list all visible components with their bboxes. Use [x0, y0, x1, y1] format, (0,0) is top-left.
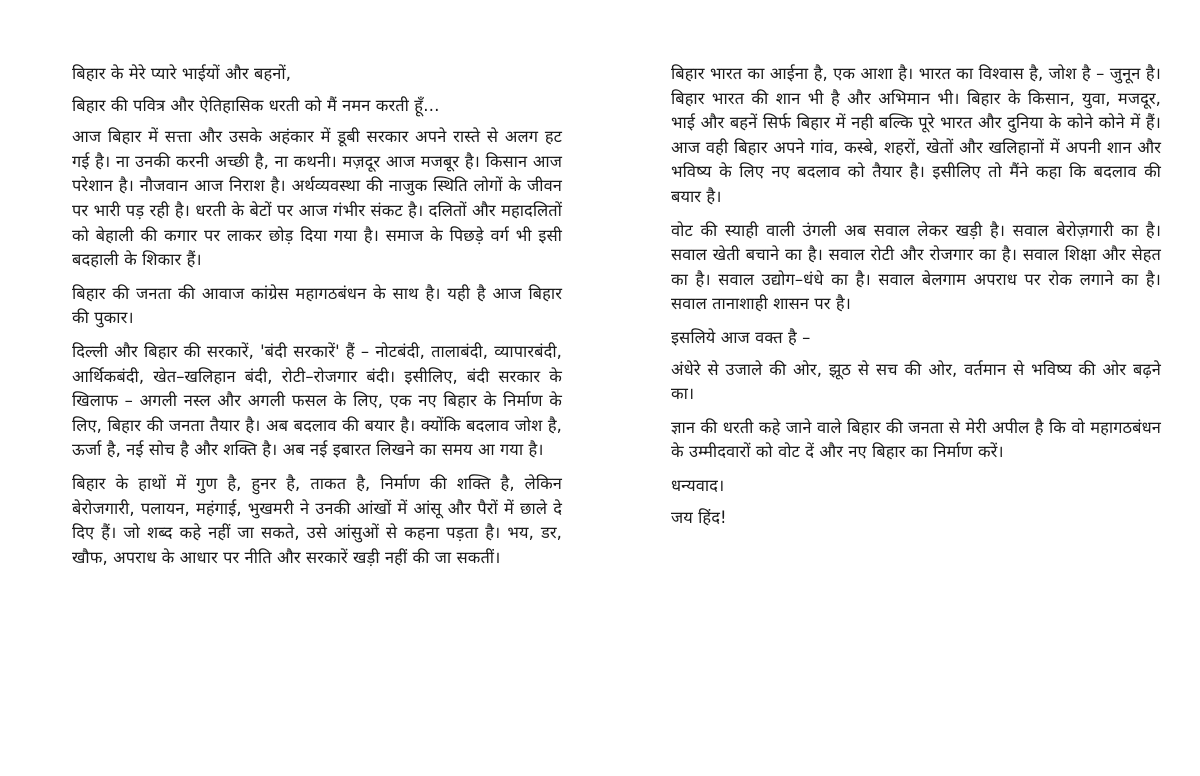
- right-column: [671, 62, 1161, 537]
- paragraph-government-critique: आज बिहार में सत्ता और उसके अहंकार में डूबी सरकार अपने रास्ते से अलग हट गई है। ना उनकी करनी अच्छी है, ना कथनी। मज़दूर आज मजबूर है। किसान आज परेशान है। नौजवान आज निराश है। अर्थव्यवस्था की नाजुक स्थिति लोगों के जीवन पर भारी पड़ रही है। धरती के बेटों पर आज गंभीर संकट है। दलितों और महादलितों को बेहाली की कगार पर लाकर छोड़ दिया गया है। समाज के पिछड़े वर्ग भी इसी बदहाली के शिकार हैं।: [72, 127, 562, 270]
- left-column: [72, 62, 562, 579]
- paragraph-bandi-sarkar: दिल्ली और बिहार की सरकारें, 'बंदी सरकारें' हैं – नोटबंदी, तालाबंदी, व्यापारबंदी, आर्थिकबंदी, खेत–खलिहान बंदी, रोटी–रोजगार बंदी। इसीलिए, बंदी सरकार के खिलाफ – अगली नस्ल और अगली फसल के लिए, एक नए बिहार के निर्माण के लिए, बिहार की जनता तैयार है। अब बदलाव की बयार है। क्योंकि बदलाव जोश है, ऊर्जा है, नई सोच है और शक्ति है। अब नई इबारत लिखने का समय आ गया है।: [72, 341, 562, 460]
- paragraph-darkness-to-light: अंधेरे से उजाले की ओर, झूठ से सच की ओर, वर्तमान से भविष्य की ओर बढ़ने का।: [671, 359, 1161, 404]
- greeting-line: बिहार की पवित्र और ऐतिहासिक धरती को मैं नमन करती हूँ…: [72, 95, 440, 115]
- closing-line: जय हिंद!: [671, 507, 727, 527]
- paragraph-people-voice: बिहार की जनता की आवाज कांग्रेस महागठबंधन के साथ है। यही है आज बिहार की पुकार।: [72, 283, 562, 328]
- thanks-line: धन्यवाद।: [671, 475, 725, 495]
- paragraph-vote-questions: वोट की स्याही वाली उंगली अब सवाल लेकर खड़ी है। सवाल बेरोज़गारी का है। सवाल खेती बचाने का है। सवाल रोटी और रोजगार का है। सवाल शिक्षा और सेहत का है। सवाल उद्योग–धंधे का है। सवाल बेलगाम अपराध पर रोक लगाने का है। सवाल तानाशाही शासन पर है।: [671, 220, 1161, 314]
- paragraph-bihar-hands: बिहार के हाथों में गुण है, हुनर है, ताकत है, निर्माण की शक्ति है, लेकिन बेरोजगारी, पलायन, महंगाई, भुखमरी ने उनकी आंखों में आंसू और पैरों में छाले दे दिए हैं। जो शब्द कहे नहीं जा सकते, उसे आंसुओं से कहना पड़ता है। भय, डर, खौफ, अपराध के आधार पर नीति और सरकारें खड़ी नहीं की जा सकतीं।: [72, 473, 562, 567]
- paragraph-appeal: ज्ञान की धरती कहे जाने वाले बिहार की जनता से मेरी अपील है कि वो महागठबंधन के उम्मीदवारों को वोट दें और नए बिहार का निर्माण करें।: [671, 417, 1161, 462]
- paragraph-bihar-mirror: बिहार भारत का आईना है, एक आशा है। भारत का विश्वास है, जोश है – जुनून है। बिहार भारत की शान भी है और अभिमान भी। बिहार के किसान, युवा, मजदूर, भाई और बहनें सिर्फ बिहार में नही बल्कि पूरे भारत और दुनिया के कोने कोने में हैं। आज वही बिहार अपने गांव, कस्बे, शहरों, खेतों और खलिहानों में अपनी शान और भविष्य के लिए नए बदलाव को तैयार है। इसीलिए तो मैंने कहा कि बदलाव की बयार है।: [671, 64, 1161, 206]
- salutation: बिहार के मेरे प्यारे भाईयों और बहनों,: [72, 64, 292, 83]
- paragraph-time-now: इसलिये आज वक्त है –: [671, 327, 811, 347]
